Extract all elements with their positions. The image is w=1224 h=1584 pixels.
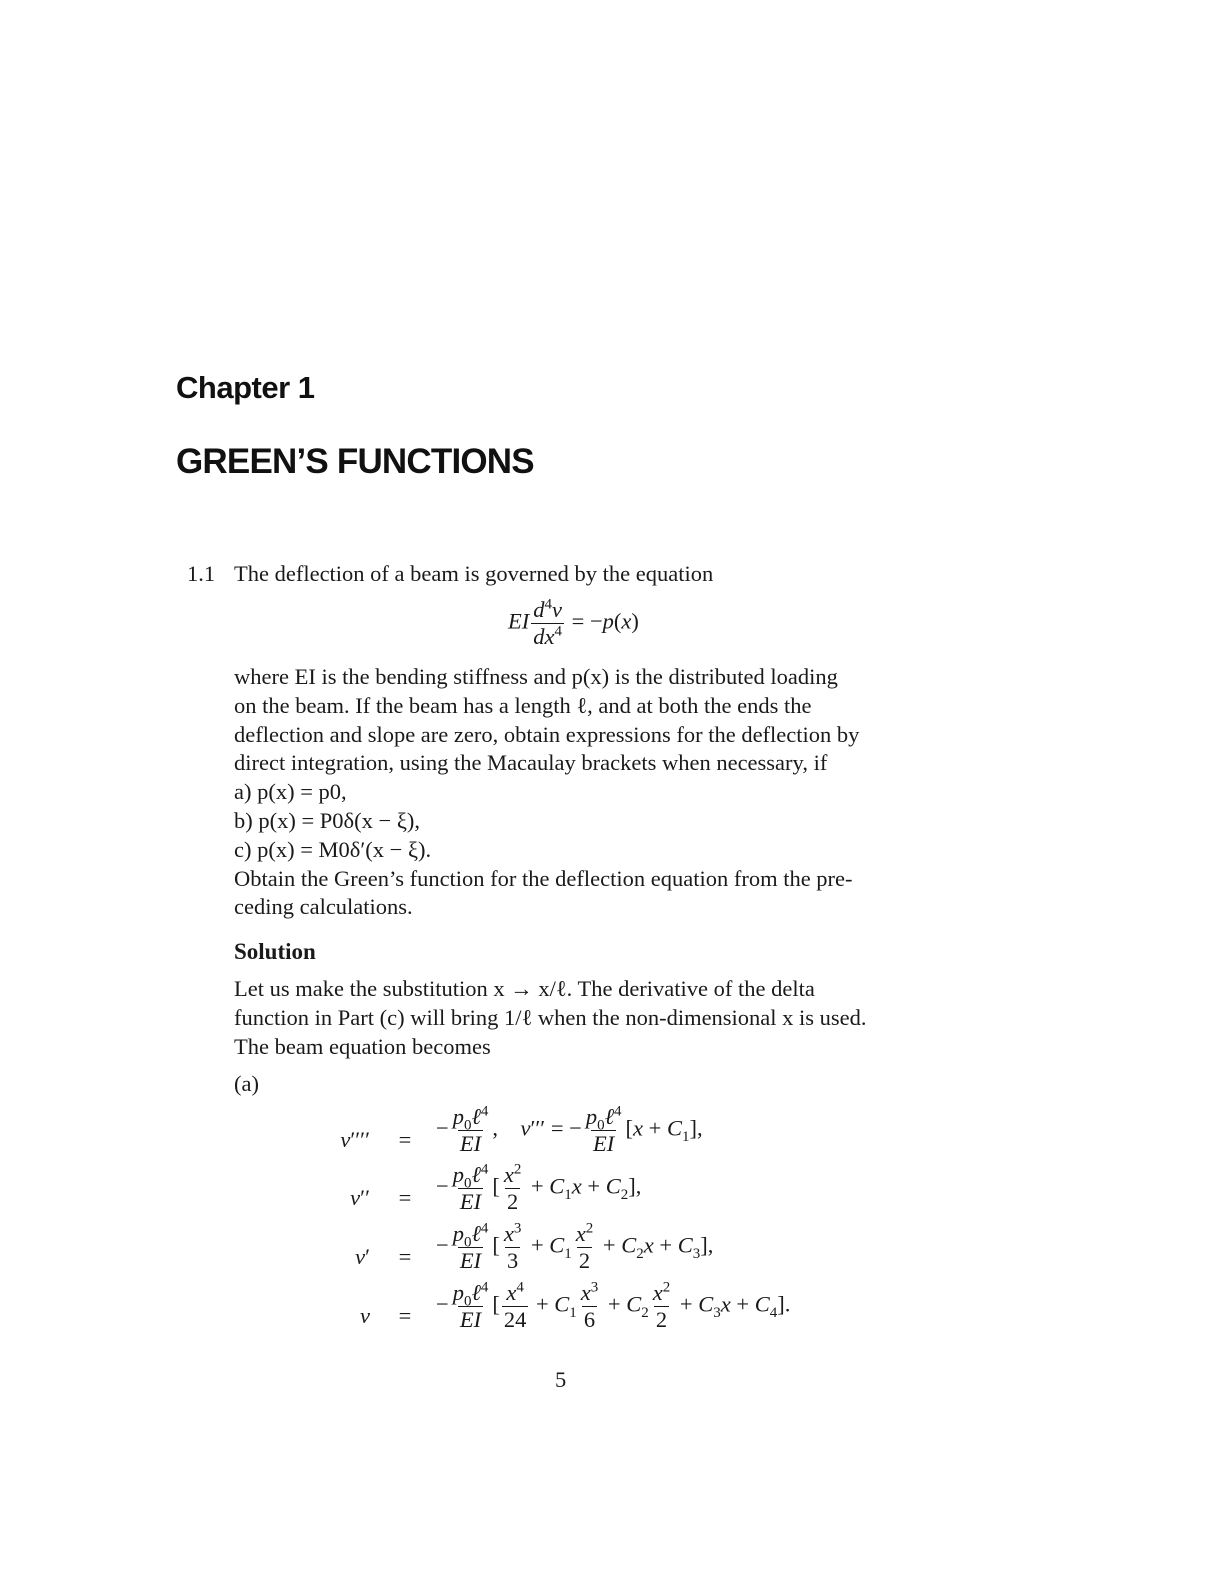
solution-paragraph bbox=[234, 975, 946, 1061]
text-line: Let us make the substitution x → x/ℓ. The derivative of the delta bbox=[234, 976, 815, 1001]
text-line: where EI is the bending stiffness and p(x) is the distributed loading bbox=[234, 664, 838, 689]
case-c: c) p(x) = M0δ′(x − ξ). bbox=[234, 836, 432, 862]
beam-equation: EI $\frac{d^4v}{dx^4}$ = −p(x) bbox=[508, 596, 639, 649]
text-line: on the beam. If the beam has a length ℓ, and at both the ends the bbox=[234, 692, 812, 718]
integration-equations: v′′′′ = − $\frac{p_0\ell^4}{EI}$ , v′′′ = − $\frac{p_0\ell^4}{EI}$ $[x + C_1]$, v′′ = − $\frac{p_0\ell^4}{EI}$ [ $\frac{x^2}{2}$ + $C_1x + C_2$], v′ = − $\frac{p_0\ell^4}{EI}$ [ $\frac{x^3}{3}$ + $C_1$ $\frac{x^2}{2}$ + $C_2x + C_3$], v = − $\frac{p_0\ell^4}{EI}$ [ $\frac{x^4}{24}$ + $C_1$ $\frac{x^3}{6}$ + $C_2$ $\frac{x^2}{2}$ + $C_3x + C_4$]. bbox=[340, 1103, 791, 1332]
text-line: ceding calculations. bbox=[234, 894, 413, 920]
text-line: Obtain the Green’s function for the deflection equation from the pre- bbox=[234, 865, 853, 891]
chapter-label: Chapter 1 bbox=[176, 370, 315, 405]
chapter-title: GREEN’S FUNCTIONS bbox=[176, 442, 534, 481]
text-line: function in Part (c) will bring 1/ℓ when the non-dimensional x is used. bbox=[234, 1004, 867, 1030]
part-label: (a) bbox=[234, 1071, 259, 1096]
text-line: deflection and slope are zero, obtain expressions for the deflection by bbox=[234, 721, 860, 747]
text-line: direct integration, using the Macaulay brackets when necessary, if bbox=[234, 750, 828, 776]
problem-paragraph bbox=[234, 663, 946, 922]
case-a: a) p(x) = p0, bbox=[234, 779, 347, 805]
problem-number: 1.1 bbox=[187, 561, 216, 586]
text-line: The beam equation becomes bbox=[234, 1033, 491, 1059]
page-number: 5 bbox=[555, 1367, 567, 1392]
solution-heading: Solution bbox=[234, 939, 316, 964]
problem-intro: The deflection of a beam is governed by the equation bbox=[234, 561, 714, 586]
case-b: b) p(x) = P0δ(x − ξ), bbox=[234, 807, 420, 833]
